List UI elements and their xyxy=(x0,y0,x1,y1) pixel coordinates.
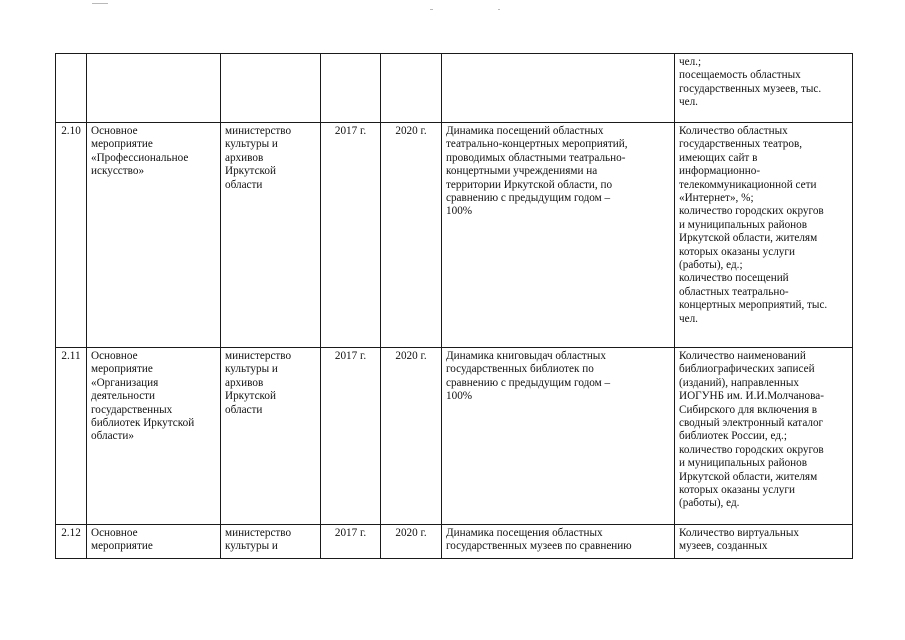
end-year-cell: 2020 г. xyxy=(381,348,442,525)
executor-cell: министерство культуры и архивов Иркутской области xyxy=(221,348,321,525)
result-cell: Динамика посещения областных государственных музеев по сравнению xyxy=(442,525,675,559)
table-row xyxy=(56,54,853,123)
executor-cell: министерство культуры и архивов Иркутской области xyxy=(221,123,321,348)
end-year-cell: 2020 г. xyxy=(381,525,442,559)
result-cell xyxy=(442,54,675,123)
row-number: 2.12 xyxy=(56,525,87,559)
activity-cell: Основное мероприятие «Организация деятельности государственных библиотек Иркутской области» xyxy=(87,348,221,525)
row-number: 2.10 xyxy=(56,123,87,348)
scan-speck xyxy=(92,3,108,4)
start-year-cell: 2017 г. xyxy=(321,123,381,348)
row-number xyxy=(56,54,87,123)
result-cell: Динамика книговыдач областных государственных библиотек по сравнению с предыдущим годом – 100% xyxy=(442,348,675,525)
scan-speck xyxy=(430,9,433,10)
activity-cell: Основное мероприятие «Профессиональное искусство» xyxy=(87,123,221,348)
measures-table xyxy=(55,53,853,559)
executor-cell xyxy=(221,54,321,123)
start-year-cell: 2017 г. xyxy=(321,525,381,559)
activity-cell: Основное мероприятие xyxy=(87,525,221,559)
result-cell: Динамика посещений областных театрально-концертных мероприятий, проводимых областными театрально- концертными учреждениями на территории Иркутской области, по сравнению с предыдущим годом – 100% xyxy=(442,123,675,348)
activity-cell xyxy=(87,54,221,123)
start-year-cell xyxy=(321,54,381,123)
indicators-cell: чел.; посещаемость областных государственных музеев, тыс. чел. xyxy=(675,54,853,123)
table-row xyxy=(56,123,853,348)
row-number: 2.11 xyxy=(56,348,87,525)
end-year-cell: 2020 г. xyxy=(381,123,442,348)
start-year-cell: 2017 г. xyxy=(321,348,381,525)
executor-cell: министерство культуры и xyxy=(221,525,321,559)
scan-speck xyxy=(498,9,500,10)
end-year-cell xyxy=(381,54,442,123)
indicators-cell: Количество виртуальных музеев, созданных xyxy=(675,525,853,559)
table-row xyxy=(56,525,853,559)
table-row xyxy=(56,348,853,525)
indicators-cell: Количество областных государственных театров, имеющих сайт в информационно- телекоммуникационной сети «Интернет», %; количество городских округов и муниципальных районов Иркутской области, жителям которых оказаны услуги (работы), ед.; количество посещений областных театрально- концертных мероприятий, тыс. чел. xyxy=(675,123,853,348)
indicators-cell: Количество наименований библиографических записей (изданий), направленных ИОГУНБ им. И.И.Молчанова- Сибирского для включения в сводный электронный каталог библиотек России, ед.; количество городских округов и муниципальных районов Иркутской области, жителям которых оказаны услуги (работы), ед. xyxy=(675,348,853,525)
page-bottom-margin xyxy=(0,583,905,640)
